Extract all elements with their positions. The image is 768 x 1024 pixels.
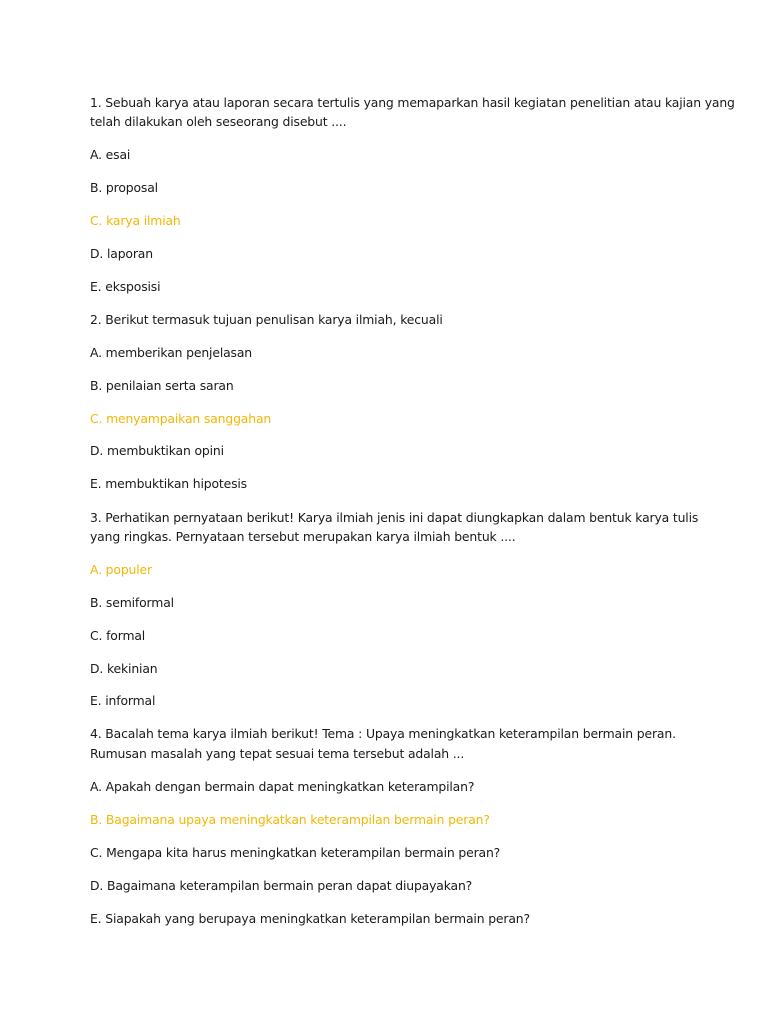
- question-1-option-e: E. eksposisi: [90, 279, 161, 294]
- question-2-option-d: D. membuktikan opini: [90, 443, 224, 458]
- question-2-text: 2. Berikut termasuk tujuan penulisan karya ilmiah, kecuali: [90, 312, 443, 327]
- question-3-option-c: C. formal: [90, 628, 146, 643]
- question-4-option-a: A. Apakah dengan bermain dapat meningkatkan keterampilan?: [90, 779, 475, 794]
- question-2-option-c-correct: C. menyampaikan sanggahan: [90, 411, 272, 426]
- question-4-option-b-correct: B. Bagaimana upaya meningkatkan keterampilan bermain peran?: [90, 812, 490, 827]
- question-2-option-a: A. memberikan penjelasan: [90, 345, 253, 360]
- question-3-option-b: B. semiformal: [90, 595, 174, 610]
- question-1-text-line-2: telah dilakukan oleh seseorang disebut ....: [90, 114, 347, 129]
- question-4-option-c: C. Mengapa kita harus meningkatkan keterampilan bermain peran?: [90, 845, 501, 860]
- question-4-option-e: E. Siapakah yang berupaya meningkatkan keterampilan bermain peran?: [90, 911, 530, 926]
- question-4-text-line-2: Rumusan masalah yang tepat sesuai tema tersebut adalah ...: [90, 746, 465, 761]
- question-3-option-a-correct: A. populer: [90, 562, 152, 577]
- question-2-option-e: E. membuktikan hipotesis: [90, 476, 247, 491]
- question-4-option-d: D. Bagaimana keterampilan bermain peran dapat diupayakan?: [90, 878, 473, 893]
- question-3-option-d: D. kekinian: [90, 661, 158, 676]
- question-2-option-b: B. penilaian serta saran: [90, 378, 234, 393]
- question-1-option-c-correct: C. karya ilmiah: [90, 213, 181, 228]
- question-4-text-line-1: 4. Bacalah tema karya ilmiah berikut! Tema : Upaya meningkatkan keterampilan bermain peran.: [90, 726, 676, 741]
- question-1-option-d: D. laporan: [90, 246, 153, 261]
- question-3-option-e: E. informal: [90, 693, 156, 708]
- question-1-option-b: B. proposal: [90, 180, 158, 195]
- question-3-text-line-2: yang ringkas. Pernyataan tersebut merupakan karya ilmiah bentuk ....: [90, 529, 516, 544]
- question-1-option-a: A. esai: [90, 147, 131, 162]
- question-1-text-line-1: 1. Sebuah karya atau laporan secara tertulis yang memaparkan hasil kegiatan penelitian atau kajian yang: [90, 95, 735, 110]
- question-3-text-line-1: 3. Perhatikan pernyataan berikut! Karya ilmiah jenis ini dapat diungkapkan dalam bentuk karya tulis: [90, 510, 699, 525]
